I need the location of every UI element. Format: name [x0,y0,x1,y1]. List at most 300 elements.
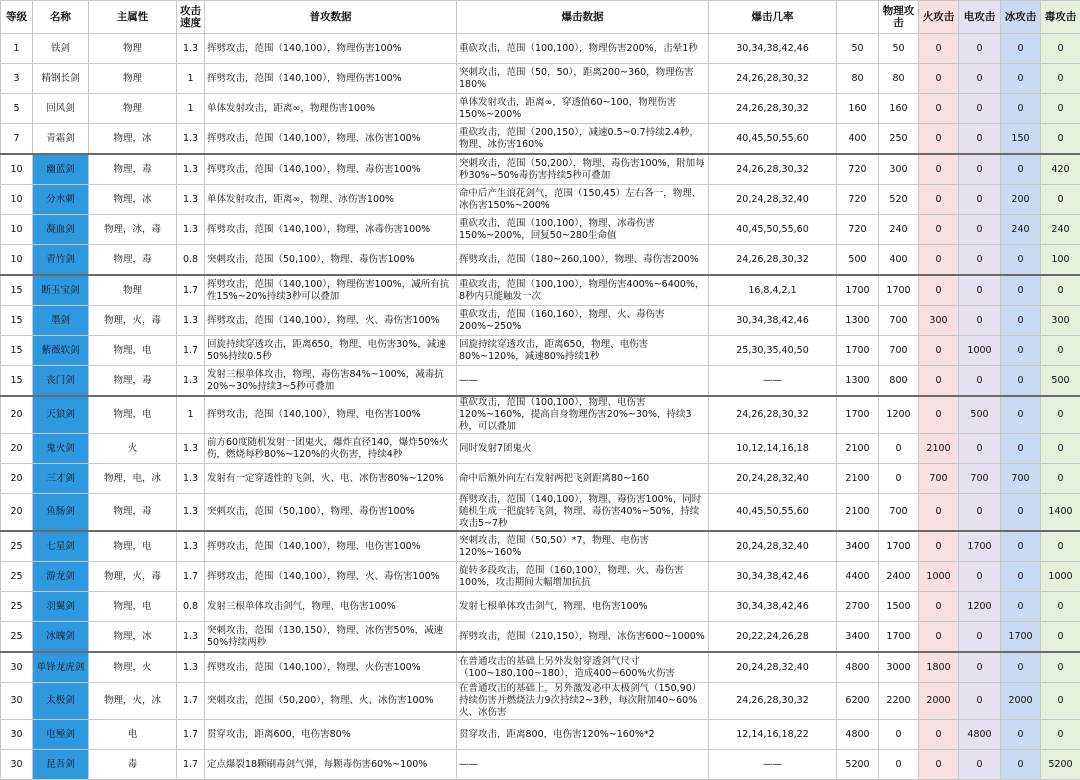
cell-phys: 3000 [879,652,919,683]
cell-fire: 0 [919,720,959,750]
cell-speed: 1.7 [177,720,205,750]
cell-phys: 0 [879,434,919,464]
cell-crit: 重砍攻击，范围（200,150），减速0.5~0.7持续2.4秒，物理、冰伤害160% [457,124,709,155]
cell-elec: 1000 [959,336,1001,366]
table-row [1,275,1080,306]
cell-phys: 1500 [879,592,919,622]
cell-crit-rate: 20,24,28,32,40 [709,185,837,215]
cell-phys: 0 [879,464,919,494]
cell-normal: 发射三根单体攻击，物理、毒伤害84%~100%，减毒抗20%~30%持续3~5秒可叠加 [205,366,457,397]
cell-elec: 0 [959,94,1001,124]
cell-normal: 挥劈攻击，范围（140,100），物理、火、毒伤害100% [205,562,457,592]
cell-speed: 0.8 [177,245,205,276]
cell-crit-rate: 24,26,28,30,32 [709,396,837,434]
cell-fire: 0 [919,34,959,64]
cell-normal: 挥劈攻击，范围（140,100），物理、冰伤害100% [205,124,457,155]
cell-speed: 1.3 [177,652,205,683]
cell-name: 太极剑 [33,683,89,720]
cell-fire: 0 [919,124,959,155]
cell-total: 4800 [837,720,879,750]
cell-normal: 挥劈攻击，范围（140,100），物理、冰毒伤害100% [205,215,457,245]
cell-total: 1700 [837,396,879,434]
cell-poison: 0 [1041,652,1080,683]
cell-total: 720 [837,185,879,215]
cell-elec: 1700 [959,531,1001,562]
cell-poison: 0 [1041,592,1080,622]
cell-crit: 命中后产生浪花剑气，范围（150,45）左右各一，物理、冰伤害150%~200% [457,185,709,215]
cell-elec: 0 [959,434,1001,464]
cell-elec: 0 [959,185,1001,215]
cell-ice: 700 [1001,464,1041,494]
cell-attr: 物理，火，毒 [89,306,177,336]
cell-total: 720 [837,215,879,245]
cell-crit: 挥劈攻击，范围（180~260,100），物理、毒伤害200% [457,245,709,276]
cell-attr: 物理，电 [89,592,177,622]
cell-poison: 0 [1041,94,1080,124]
cell-fire: 0 [919,622,959,653]
cell-phys: 2400 [879,562,919,592]
cell-crit-rate: 30,34,38,42,46 [709,592,837,622]
cell-crit-rate: 40,45,50,55,60 [709,494,837,532]
cell-speed: 1.3 [177,185,205,215]
cell-crit-rate: 20,24,28,32,40 [709,464,837,494]
cell-name: 断玉宝剑 [33,275,89,306]
cell-ice: 0 [1001,154,1041,185]
cell-crit: 突刺攻击，范围（50，50），距离200~360，物理伤害180% [457,64,709,94]
cell-poison: 240 [1041,215,1080,245]
table-row [1,124,1080,155]
cell-crit: 回旋持续穿透攻击，距离650，物理、电伤害80%~120%，减速80%持续1秒 [457,336,709,366]
cell-speed: 1.7 [177,562,205,592]
cell-level: 15 [1,366,33,397]
cell-poison: 0 [1041,336,1080,366]
cell-crit: 同时发射7团鬼火 [457,434,709,464]
table-row [1,434,1080,464]
cell-total: 1300 [837,366,879,397]
cell-name: 回风剑 [33,94,89,124]
cell-name: 电殛剑 [33,720,89,750]
cell-phys: 1700 [879,622,919,653]
cell-name: 单锋龙虎剑 [33,652,89,683]
cell-total: 1300 [837,306,879,336]
cell-attr: 物理，电 [89,531,177,562]
cell-total: 2100 [837,494,879,532]
cell-name: 昆吾剑 [33,750,89,780]
cell-phys: 700 [879,306,919,336]
cell-normal: 挥劈攻击，范围（140,100），物理伤害100% [205,34,457,64]
cell-crit-rate: —— [709,750,837,780]
cell-crit: 命中后额外向左右发射两把飞剑距离80~160 [457,464,709,494]
cell-speed: 1.3 [177,34,205,64]
table-row [1,306,1080,336]
cell-crit: 重砍攻击，范围（100,100），物理、电伤害120%~160%，提高自身物理伤害20%~30%，持续3秒，可以叠加 [457,396,709,434]
cell-ice: 0 [1001,275,1041,306]
cell-speed: 1.3 [177,366,205,397]
cell-level: 1 [1,34,33,64]
cell-crit: 在普通攻击的基础上另外发射穿透剑气尺寸（100~180,100~180），造成400~600%火伤害 [457,652,709,683]
table-row [1,592,1080,622]
table-row [1,494,1080,532]
cell-poison: 0 [1041,185,1080,215]
cell-total: 2700 [837,592,879,622]
cell-total: 160 [837,94,879,124]
cell-total: 4400 [837,562,879,592]
cell-speed: 1.7 [177,336,205,366]
cell-elec: 0 [959,124,1001,155]
cell-name: 青霜剑 [33,124,89,155]
cell-crit: —— [457,750,709,780]
cell-normal: 发射有一定穿透性的飞剑，火、电、冰伤害80%~120% [205,464,457,494]
cell-normal: 回旋持续穿透攻击，距离650，物理、电伤害30%，减速50%持续0.5秒 [205,336,457,366]
table-row [1,531,1080,562]
cell-poison: 5200 [1041,750,1080,780]
cell-crit: 重砍攻击，范围（100,100），物理伤害400%~6400%，8秒内只能触发一次 [457,275,709,306]
cell-level: 30 [1,683,33,720]
cell-ice: 0 [1001,750,1041,780]
cell-level: 30 [1,652,33,683]
cell-phys: 700 [879,336,919,366]
cell-total: 3400 [837,531,879,562]
cell-fire: 300 [919,306,959,336]
cell-total: 1700 [837,275,879,306]
cell-phys: 160 [879,94,919,124]
cell-elec: 0 [959,64,1001,94]
cell-poison: 0 [1041,683,1080,720]
cell-name: 精钢长剑 [33,64,89,94]
cell-level: 15 [1,336,33,366]
cell-fire: 0 [919,64,959,94]
cell-total: 400 [837,124,879,155]
cell-crit-rate: 40,45,50,55,60 [709,124,837,155]
cell-crit-rate: 24,26,28,30,32 [709,683,837,720]
cell-poison: 0 [1041,34,1080,64]
cell-ice: 0 [1001,34,1041,64]
cell-attr: 物理，电，冰 [89,464,177,494]
cell-poison: 0 [1041,531,1080,562]
cell-attr: 物理，冰 [89,124,177,155]
cell-name: 鬼火剑 [33,434,89,464]
table-row [1,336,1080,366]
cell-level: 10 [1,215,33,245]
cell-ice: 0 [1001,562,1041,592]
cell-level: 20 [1,396,33,434]
cell-fire: 2100 [919,434,959,464]
cell-elec: 0 [959,562,1001,592]
cell-phys: 300 [879,154,919,185]
table-row [1,683,1080,720]
cell-fire: 0 [919,366,959,397]
cell-fire: 0 [919,215,959,245]
cell-name: 冰魄剑 [33,622,89,653]
cell-ice: 0 [1001,652,1041,683]
cell-poison: 0 [1041,124,1080,155]
cell-level: 25 [1,622,33,653]
cell-level: 30 [1,720,33,750]
cell-poison: 0 [1041,396,1080,434]
cell-total: 5200 [837,750,879,780]
cell-speed: 1.3 [177,494,205,532]
cell-crit: 挥劈攻击，范围（140,100），物理、毒伤害100%，同时随机生成一把旋转飞剑，物理、毒伤害40%~50%，持续攻击5~7秒 [457,494,709,532]
cell-ice: 0 [1001,434,1041,464]
cell-poison: 0 [1041,434,1080,464]
cell-phys: 520 [879,185,919,215]
cell-speed: 1 [177,396,205,434]
cell-phys: 0 [879,720,919,750]
cell-crit: 挥劈攻击，范围（210,150），物理、冰伤害600~1000% [457,622,709,653]
header-ice: 冰攻击 [1001,1,1041,34]
table-row [1,215,1080,245]
cell-attr: 物理，毒 [89,154,177,185]
cell-fire: 0 [919,494,959,532]
cell-attr: 物理，火，毒 [89,562,177,592]
header-poison: 毒攻击 [1041,1,1080,34]
cell-attr: 物理 [89,64,177,94]
header-row [1,1,1080,34]
cell-ice: 0 [1001,494,1041,532]
cell-poison: 1000 [1041,562,1080,592]
cell-fire: 700 [919,464,959,494]
cell-attr: 物理，毒 [89,245,177,276]
cell-elec: 0 [959,215,1001,245]
table-row [1,464,1080,494]
header-total [837,1,879,34]
cell-crit-rate: 16,8,4,2,1 [709,275,837,306]
cell-crit-rate: 20,22,24,26,28 [709,622,837,653]
table-body [1,34,1080,780]
cell-ice: 0 [1001,94,1041,124]
cell-elec: 500 [959,396,1001,434]
cell-phys: 50 [879,34,919,64]
cell-attr: 物理，电 [89,336,177,366]
cell-ice: 0 [1001,306,1041,336]
header-crit: 爆击数据 [457,1,709,34]
cell-attr: 电 [89,720,177,750]
header-attr: 主属性 [89,1,177,34]
cell-fire: 0 [919,275,959,306]
header-fire: 火攻击 [919,1,959,34]
cell-speed: 1.7 [177,683,205,720]
cell-name: 七星剑 [33,531,89,562]
cell-crit-rate: 40,45,50,55,60 [709,215,837,245]
cell-fire: 0 [919,185,959,215]
cell-normal: 单体发射攻击，距离∞，物理、冰伤害100% [205,185,457,215]
cell-attr: 物理 [89,94,177,124]
cell-phys: 250 [879,124,919,155]
cell-crit-rate: 25,30,35,40,50 [709,336,837,366]
cell-crit-rate: 24,26,28,30,32 [709,94,837,124]
cell-normal: 挥劈攻击，范围（140,100），物理伤害100%，减所有抗性15%~20%持续3秒可以叠加 [205,275,457,306]
cell-total: 50 [837,34,879,64]
cell-crit-rate: 24,26,28,30,32 [709,154,837,185]
cell-phys: 800 [879,366,919,397]
cell-crit-rate: 12,14,16,18,22 [709,720,837,750]
cell-poison: 500 [1041,366,1080,397]
cell-speed: 1.3 [177,154,205,185]
cell-level: 20 [1,434,33,464]
cell-phys: 400 [879,245,919,276]
cell-normal: 发射三根单体攻击剑气，物理、电伤害100% [205,592,457,622]
cell-level: 10 [1,154,33,185]
cell-elec: 0 [959,494,1001,532]
cell-attr: 物理，冰 [89,622,177,653]
cell-elec: 4800 [959,720,1001,750]
cell-crit: 重砍攻击，范围（100,100），物理、冰毒伤害150%~200%，回复50~280生命值 [457,215,709,245]
cell-name: 游龙剑 [33,562,89,592]
cell-elec: 0 [959,652,1001,683]
cell-total: 2100 [837,464,879,494]
table-row [1,562,1080,592]
cell-phys: 1200 [879,396,919,434]
cell-level: 10 [1,245,33,276]
cell-normal: 挥劈攻击，范围（140,100），物理、火伤害100% [205,652,457,683]
cell-fire: 0 [919,396,959,434]
cell-crit-rate: 30,34,38,42,46 [709,306,837,336]
header-name: 名称 [33,1,89,34]
cell-crit-rate: 10,12,14,16,18 [709,434,837,464]
cell-normal: 突刺攻击，范围（50,200），物理、火、冰伤害100% [205,683,457,720]
cell-level: 25 [1,592,33,622]
cell-total: 4800 [837,652,879,683]
cell-crit: 在普通攻击的基础上，另外激发必中太极剑气（150,90）持续伤害并燃烧法力9次持续2~3秒，每次附加40~60%火、冰伤害 [457,683,709,720]
cell-total: 2100 [837,434,879,464]
cell-level: 10 [1,185,33,215]
cell-crit-rate: 20,24,28,32,40 [709,652,837,683]
cell-crit: 突刺攻击，范围（50,50）*7，物理、电伤害120%~160% [457,531,709,562]
table-row [1,396,1080,434]
cell-total: 720 [837,154,879,185]
cell-speed: 1.3 [177,215,205,245]
table-row [1,652,1080,683]
cell-normal: 挥劈攻击，范围（140,100），物理、电伤害100% [205,396,457,434]
cell-ice: 0 [1001,531,1041,562]
cell-normal: 定点爆裂18颗刷毒剑气弹，每颗毒伤害60%~100% [205,750,457,780]
cell-ice: 240 [1001,215,1041,245]
cell-ice: 2000 [1001,683,1041,720]
cell-ice: 0 [1001,592,1041,622]
cell-ice: 0 [1001,720,1041,750]
cell-phys: 700 [879,494,919,532]
cell-name: 分水刺 [33,185,89,215]
cell-elec: 0 [959,275,1001,306]
cell-fire: 0 [919,750,959,780]
header-crit-rate: 爆击几率 [709,1,837,34]
cell-ice: 150 [1001,124,1041,155]
header-normal: 普攻数据 [205,1,457,34]
cell-ice: 0 [1001,336,1041,366]
cell-level: 15 [1,306,33,336]
cell-poison: 0 [1041,622,1080,653]
cell-crit: 贯穿攻击，距离800，电伤害120%~160%*2 [457,720,709,750]
cell-elec: 0 [959,366,1001,397]
cell-phys: 0 [879,750,919,780]
cell-name: 凝血剑 [33,215,89,245]
cell-crit-rate: 24,26,28,30,32 [709,64,837,94]
cell-elec: 0 [959,34,1001,64]
cell-elec: 700 [959,464,1001,494]
cell-name: 鱼肠剑 [33,494,89,532]
cell-name: 墨剑 [33,306,89,336]
header-level: 等级 [1,1,33,34]
cell-phys: 240 [879,215,919,245]
header-speed: 攻击速度 [177,1,205,34]
cell-attr: 毒 [89,750,177,780]
cell-ice: 1700 [1001,622,1041,653]
cell-name: 铁剑 [33,34,89,64]
cell-ice: 0 [1001,366,1041,397]
cell-normal: 挥劈攻击，范围（140,100），物理、毒伤害100% [205,154,457,185]
cell-name: 羽翼剑 [33,592,89,622]
cell-attr: 物理，冰，毒 [89,215,177,245]
cell-total: 3400 [837,622,879,653]
cell-name: 幽蓝剑 [33,154,89,185]
cell-speed: 1.3 [177,434,205,464]
cell-elec: 1200 [959,592,1001,622]
cell-normal: 单体发射攻击，距离∞，物理伤害100% [205,94,457,124]
cell-fire: 0 [919,94,959,124]
cell-name: 天狼剑 [33,396,89,434]
cell-total: 500 [837,245,879,276]
table-row [1,720,1080,750]
cell-ice: 200 [1001,185,1041,215]
cell-normal: 挥劈攻击，范围（140,100），物理、火、毒伤害100% [205,306,457,336]
table-row [1,94,1080,124]
cell-poison: 100 [1041,245,1080,276]
cell-crit: 重砍攻击，范围（100,100），物理伤害200%，击晕1秒 [457,34,709,64]
cell-total: 80 [837,64,879,94]
cell-ice: 0 [1001,396,1041,434]
cell-phys: 2200 [879,683,919,720]
cell-level: 30 [1,750,33,780]
cell-attr: 物理，电 [89,396,177,434]
cell-crit-rate: 30,34,38,42,46 [709,562,837,592]
cell-phys: 80 [879,64,919,94]
cell-poison: 1400 [1041,494,1080,532]
cell-attr: 物理，火 [89,652,177,683]
table-row [1,750,1080,780]
table-row [1,245,1080,276]
cell-fire: 1800 [919,652,959,683]
cell-fire: 0 [919,154,959,185]
cell-crit: 重砍攻击，范围（160,160），物理、火、毒伤害200%~250% [457,306,709,336]
cell-name: 三才剑 [33,464,89,494]
cell-fire: 0 [919,245,959,276]
cell-fire: 2000 [919,683,959,720]
cell-name: 紫薇软剑 [33,336,89,366]
cell-normal: 突刺攻击，范围（50,100），物理、毒伤害100% [205,245,457,276]
cell-name: 青竹剑 [33,245,89,276]
cell-crit: —— [457,366,709,397]
cell-attr: 物理，毒 [89,366,177,397]
cell-fire: 0 [919,336,959,366]
cell-poison: 0 [1041,64,1080,94]
cell-crit-rate: 20,24,28,32,40 [709,531,837,562]
header-phys: 物理攻击 [879,1,919,34]
cell-speed: 1.7 [177,275,205,306]
cell-ice: 0 [1001,245,1041,276]
cell-elec: 0 [959,154,1001,185]
cell-level: 7 [1,124,33,155]
cell-poison: 420 [1041,154,1080,185]
cell-attr: 物理，冰 [89,185,177,215]
cell-elec: 0 [959,306,1001,336]
cell-normal: 突刺攻击，范围（50,100），物理、毒伤害100% [205,494,457,532]
cell-normal: 挥劈攻击，范围（140,100），物理伤害100% [205,64,457,94]
cell-crit: 旋转多段攻击，范围（160,100），物理、火、毒伤害100%，攻击期间大幅增加抗抗 [457,562,709,592]
table-row [1,366,1080,397]
cell-crit-rate: —— [709,366,837,397]
cell-crit: 发射七根单体攻击剑气，物理、电伤害100% [457,592,709,622]
cell-poison: 0 [1041,464,1080,494]
